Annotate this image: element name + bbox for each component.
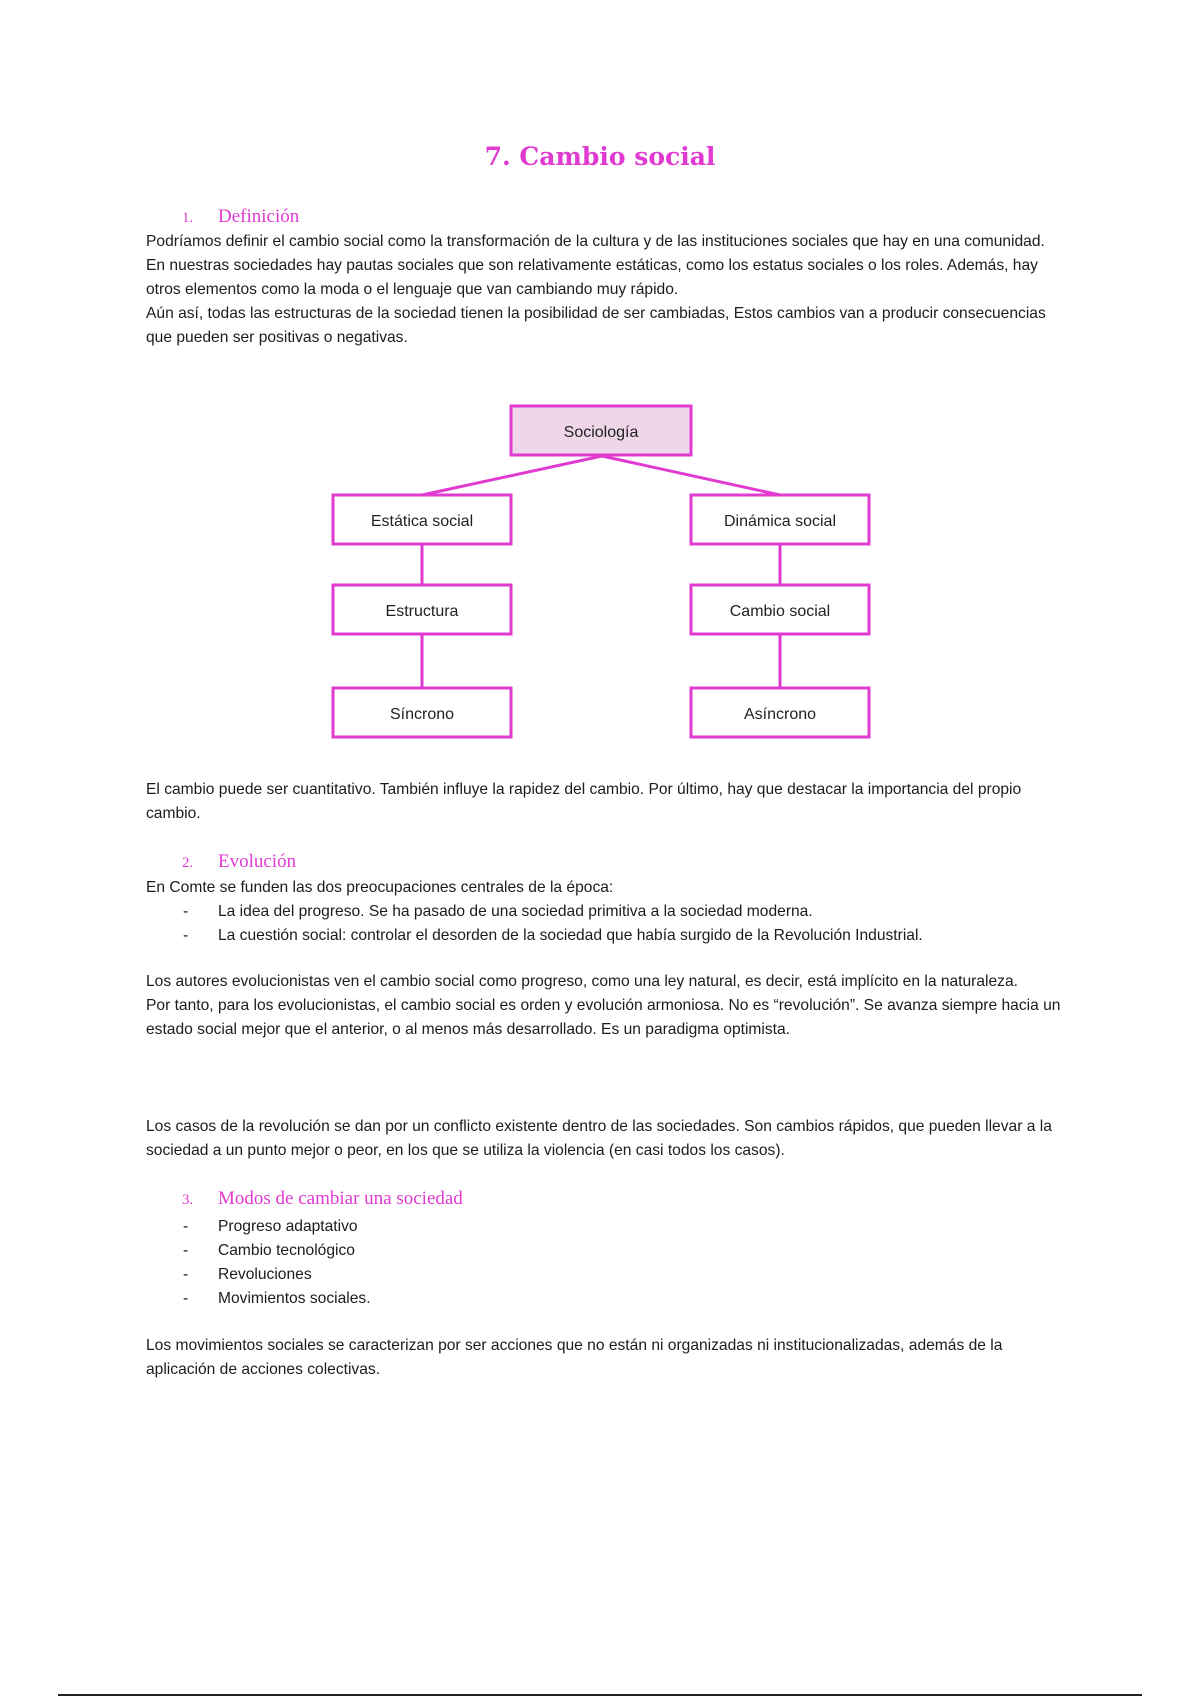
evolucion-bullet-list <box>146 900 1061 948</box>
list-item: - Movimientos sociales. <box>146 1287 1061 1311</box>
paragraph: Los casos de la revolución se dan por un conflicto existente dentro de las sociedades. Son cambios rápidos, que pueden llevar a la sociedad a un punto mejor o peor, en los que se utiliza la violencia (en casi todos los casos). <box>146 1118 1052 1159</box>
list-item: - Cambio tecnológico <box>146 1239 1061 1263</box>
connector-root-right <box>602 456 780 495</box>
node-label: Dinámica social <box>723 513 837 530</box>
definicion-paragraphs <box>146 230 1061 350</box>
section-number: 1. <box>182 210 194 226</box>
section-heading-modos <box>182 1188 463 1210</box>
bullet-marker: - <box>183 903 189 920</box>
revolucion-paragraph <box>146 1115 1061 1163</box>
page-bottom-rule <box>58 1694 1142 1696</box>
paragraph: En Comte se funden las dos preocupaciones centrales de la época: <box>146 879 614 896</box>
section-title: Modos de cambiar una sociedad <box>218 1188 463 1209</box>
modos-bullet-list <box>146 1215 1061 1311</box>
node-label: Asíncrono <box>743 706 817 723</box>
bullet-marker: - <box>183 1266 189 1283</box>
closing-paragraph <box>146 1334 1061 1382</box>
section-title: Definición <box>218 206 300 227</box>
paragraph: Los movimientos sociales se caracterizan por ser acciones que no están ni organizadas ni institucionalizadas, además de la aplicación de acciones colectivas. <box>146 1337 1003 1378</box>
node-label-root: Sociología <box>563 424 639 441</box>
paragraph: En nuestras sociedades hay pautas sociales que son relativamente estáticas, como los estatus sociales o los roles. Además, hay otros elementos como la moda o el lenguaje que van cambiando muy rápido. <box>146 257 1038 298</box>
section-number: 2. <box>182 855 194 871</box>
section-heading-evolucion <box>182 851 296 873</box>
bullet-marker: - <box>183 1218 189 1235</box>
node-label: Cambio social <box>729 603 831 620</box>
bullet-marker: - <box>183 1290 189 1307</box>
evolucion-paragraphs <box>146 970 1061 1042</box>
page-title: 7. Cambio social <box>484 142 716 171</box>
paragraph: Podríamos definir el cambio social como la transformación de la cultura y de las instituciones sociales que hay en una comunidad. <box>146 233 1045 250</box>
paragraph: Los autores evolucionistas ven el cambio social como progreso, como una ley natural, es decir, está implícito en la naturaleza. <box>146 973 1018 990</box>
evolucion-intro <box>146 876 1061 900</box>
list-item: - Progreso adaptativo <box>146 1215 1061 1239</box>
section-title: Evolución <box>218 851 297 872</box>
section-heading-definicion <box>182 206 299 228</box>
connector-root-left <box>422 456 602 495</box>
node-label: Estática social <box>370 513 474 530</box>
list-item: - La idea del progreso. Se ha pasado de una sociedad primitiva a la sociedad moderna. <box>146 900 1061 924</box>
node-label: Síncrono <box>389 706 455 723</box>
diagram-node-estructura <box>333 585 511 634</box>
diagram-node-dinamica <box>691 495 869 544</box>
diagram-node-root <box>511 406 691 455</box>
diagram-node-estatica <box>333 495 511 544</box>
diagram-node-sincrono <box>333 688 511 737</box>
diagram-node-cambio-social <box>691 585 869 634</box>
list-item: - La cuestión social: controlar el desorden de la sociedad que había surgido de la Revolución Industrial. <box>146 924 1061 948</box>
paragraph: Aún así, todas las estructuras de la sociedad tienen la posibilidad de ser cambiadas, Estos cambios van a producir consecuencias que pueden ser positivas o negativas. <box>146 305 1046 346</box>
paragraph: Por tanto, para los evolucionistas, el cambio social es orden y evolución armoniosa. No es “revolución”. Se avanza siempre hacia un estado social mejor que el anterior, o al menos más desarrollado. Es un paradigma optimista. <box>146 997 1061 1038</box>
diagram-node-asincrono <box>691 688 869 737</box>
after-diagram-paragraph <box>146 778 1061 826</box>
node-label: Estructura <box>385 603 459 620</box>
paragraph: El cambio puede ser cuantitativo. También influye la rapidez del cambio. Por último, hay que destacar la importancia del propio cambio. <box>146 781 1022 822</box>
bullet-marker: - <box>183 927 189 944</box>
section-number: 3. <box>182 1192 194 1208</box>
bullet-marker: - <box>183 1242 189 1259</box>
list-item: - Revoluciones <box>146 1263 1061 1287</box>
